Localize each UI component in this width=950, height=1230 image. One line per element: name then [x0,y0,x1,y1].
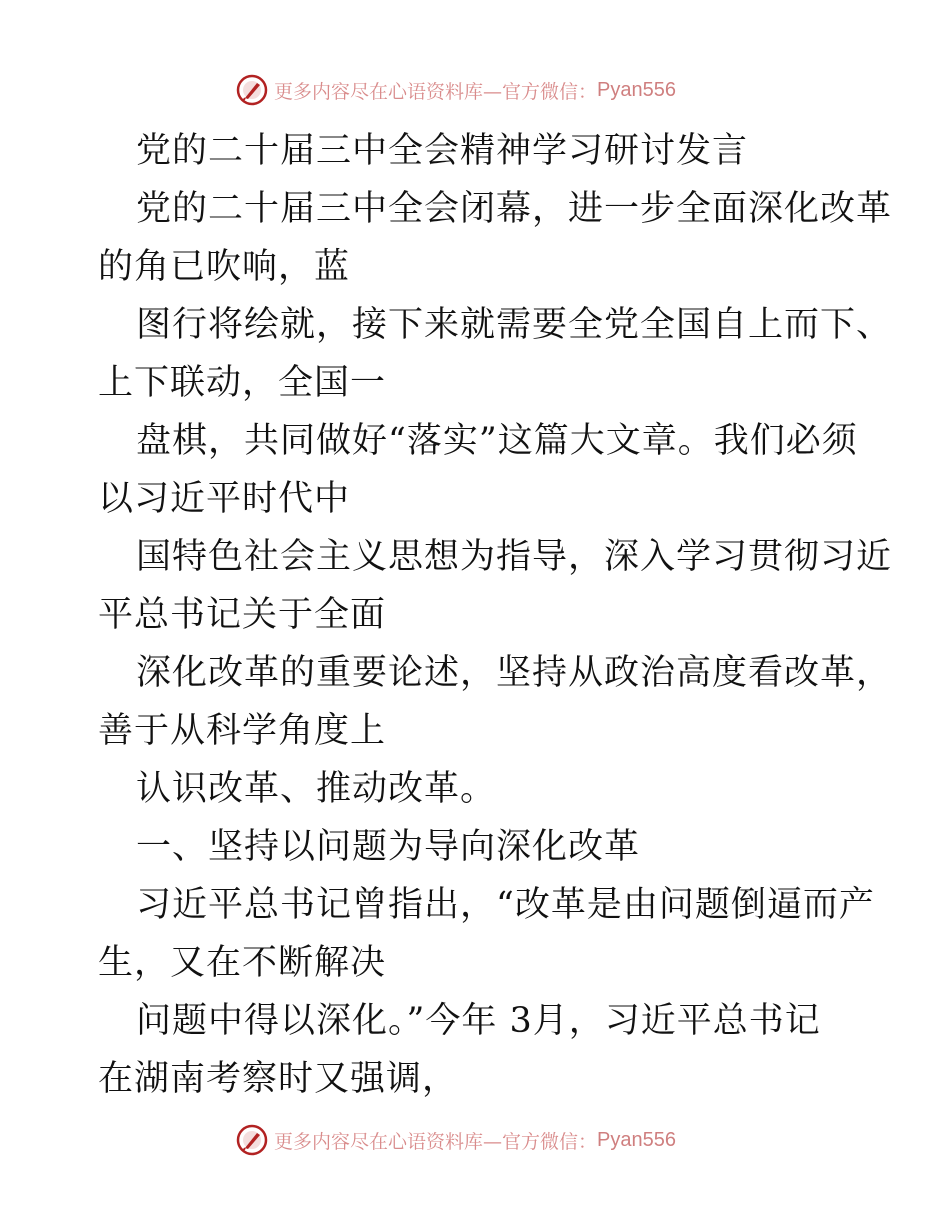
document-line: 图行将绘就，接下来就需要全党全国自上而下、 [136,305,893,345]
document-line: 问题中得以深化。”今年 3月，习近平总书记 [136,1001,821,1041]
watermark-handle: Pyan556 [597,1128,676,1151]
document-line: 的角已吹响，蓝 [98,247,351,287]
document-line: 善于从科学角度上 [98,711,387,751]
footer-watermark [236,1122,676,1158]
document-line: 党的二十届三中全会闭幕，进一步全面深化改革 [136,189,893,229]
header-watermark [236,72,676,108]
section-heading: 一、坚持以问题为导向深化改革 [136,827,641,867]
document-line: 认识改革、推动改革。 [136,769,497,809]
watermark-text: 更多内容尽在心语资料库—官方微信： [274,80,598,103]
document-line: 以习近平时代中 [98,479,351,519]
document-line: 平总书记关于全面 [98,595,387,635]
document-line: 上下联动，全国一 [98,363,387,403]
feather-pen-logo-icon [236,1124,268,1156]
watermark-text: 更多内容尽在心语资料库—官方微信： [274,1130,598,1153]
document-line: 生，又在不断解决 [98,943,387,983]
document-line: 国特色社会主义思想为指导，深入学习贯彻习近 [136,537,893,577]
document-line: 深化改革的重要论述，坚持从政治高度看改革， [136,653,893,693]
watermark-handle: Pyan556 [597,78,676,101]
document-line: 习近平总书记曾指出，“改革是由问题倒逼而产 [136,885,875,925]
feather-pen-logo-icon [236,74,268,106]
document-line: 盘棋，共同做好“落实”这篇大文章。我们必须 [136,421,858,461]
document-line: 在湖南考察时又强调， [98,1059,459,1099]
document-title: 党的二十届三中全会精神学习研讨发言 [136,131,749,171]
document-body [98,122,893,1108]
